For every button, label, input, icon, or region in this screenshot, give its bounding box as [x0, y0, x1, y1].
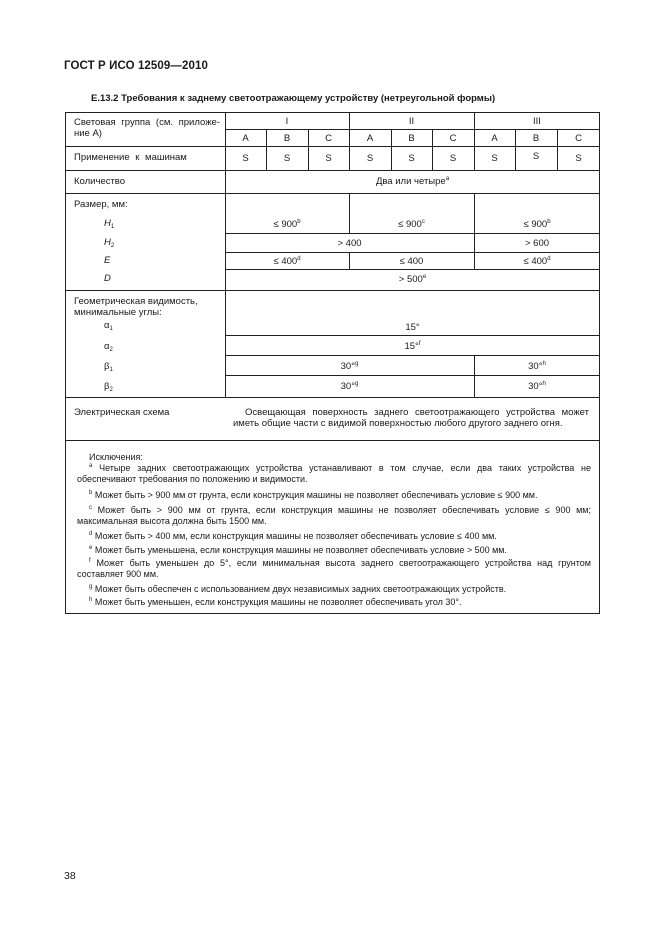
application-value: S	[532, 151, 540, 162]
footnote-c: $^c$ Может быть > 900 мм от грунта, если конструкция машины не позволяет обеспечивать условие ≤ 900 мм; максимальная высота должна быть 1500 мм.	[77, 505, 591, 526]
beta1-value-group-III: 30°$^h$	[528, 361, 546, 372]
h1-symbol: $H_1$	[104, 218, 115, 230]
e-value-group-III: ≤ $400^d$	[523, 256, 551, 267]
quantity-label: Количество	[74, 176, 126, 187]
subcol: C	[575, 133, 582, 144]
application-value: S	[575, 153, 582, 164]
subcol: B	[532, 133, 540, 144]
footnote-e: $^e$ Может быть уменьшена, если конструкция машины не позволяет обеспечивать условие > 500 мм.	[89, 545, 507, 555]
h2-value-groups-I-II: > 400	[337, 238, 362, 249]
min-angles-label: минимальные углы:	[74, 307, 162, 318]
h2-value-group-III: > 600	[524, 238, 550, 249]
application-value: S	[491, 153, 498, 164]
footnote-a: $^a$ Четыре задних светоотражающих устройства устанавливают в том случае, если два таких устройства не обеспечивают требования по положению и видимости.	[77, 463, 591, 484]
geom-visibility-label: Геометрическая видимость,	[74, 296, 198, 307]
page-number: 38	[64, 870, 76, 882]
h1-value-group-III: ≤ $900^b$	[523, 219, 551, 230]
subcol: A	[366, 133, 374, 144]
subcol: B	[408, 133, 415, 144]
h1-value-group-II: ≤ $900^c$	[398, 219, 425, 230]
footnote-b: $^b$ Может быть > 900 мм от грунта, если конструкция машины не позволяет обеспечивать условие ≤ 900 мм.	[89, 490, 538, 500]
application-value: S	[366, 153, 374, 164]
subcol: B	[283, 133, 291, 144]
footnote-g: $^g$ Может быть обеспечен с использованием двух независимых задних светоотражающих устройств.	[89, 584, 507, 594]
group-I: I	[285, 116, 289, 127]
subcol: C	[449, 133, 457, 144]
subcol: A	[491, 133, 498, 144]
alpha2-value: 15°$^f$	[404, 341, 421, 352]
application-value: S	[449, 153, 457, 164]
application-label: Применение к машинам	[74, 152, 187, 163]
beta1-value-groups-I-II: 30°$^g$	[340, 361, 359, 372]
electrical-scheme-text: Освещающая поверхность заднего светоотражающего устройства может иметь общие части с видимой поверхностью любого другого заднего огня.	[233, 407, 589, 429]
table-caption: Е.13.2 Требования к заднему светоотражающему устройству (нетреугольной формы)	[91, 93, 496, 104]
application-value: S	[408, 153, 415, 164]
beta2-value-groups-I-II: 30°$^g$	[340, 381, 359, 392]
document-header: ГОСТ Р ИСО 12509—2010	[64, 60, 209, 72]
application-value: S	[242, 153, 249, 164]
alpha2-symbol: $\alpha_2$	[104, 341, 113, 353]
beta2-value-group-III: 30°$^h$	[528, 381, 546, 392]
quantity-value: Два или четыре$^a$	[375, 176, 450, 187]
d-symbol: D	[104, 273, 111, 284]
alpha1-symbol: $\alpha_1$	[104, 320, 113, 332]
e-value-group-II: ≤ 400	[399, 256, 424, 267]
footnote-h: $^h$ Может быть уменьшен, если конструкция машины не позволяет обеспечивать угол 30°.	[89, 597, 462, 607]
subcol: C	[325, 133, 332, 144]
subcol: A	[242, 133, 249, 144]
light-group-label: Световая группа (см. приложе-ние А)	[74, 117, 220, 139]
group-II: II	[408, 116, 415, 127]
application-value: S	[325, 153, 332, 164]
e-symbol: E	[104, 255, 111, 266]
electrical-scheme-label: Электрическая схема	[74, 407, 170, 418]
group-III: III	[533, 116, 541, 127]
beta1-symbol: $\beta_1$	[104, 361, 113, 373]
exceptions-title: Исключения:	[89, 452, 143, 462]
beta2-symbol: $\beta_2$	[104, 381, 113, 393]
footnote-f: $^f$ Может быть уменьшен до 5°, если минимальная высота заднего светоотражающего устройства над грунтом составляет 900 мм.	[77, 558, 591, 579]
footnote-d: $^d$ Может быть > 400 мм, если конструкция машины не позволяет обеспечивать условие ≤ 400 мм.	[89, 531, 497, 541]
alpha1-value: 15°	[405, 322, 420, 333]
e-value-group-I: ≤ $400^d$	[273, 256, 301, 267]
h1-value-group-I: ≤ $900^b$	[273, 219, 301, 230]
size-label: Размер, мм:	[74, 199, 128, 210]
application-value: S	[283, 153, 291, 164]
d-value: > $500^e$	[398, 274, 427, 285]
h2-symbol: $H_2$	[104, 237, 115, 249]
